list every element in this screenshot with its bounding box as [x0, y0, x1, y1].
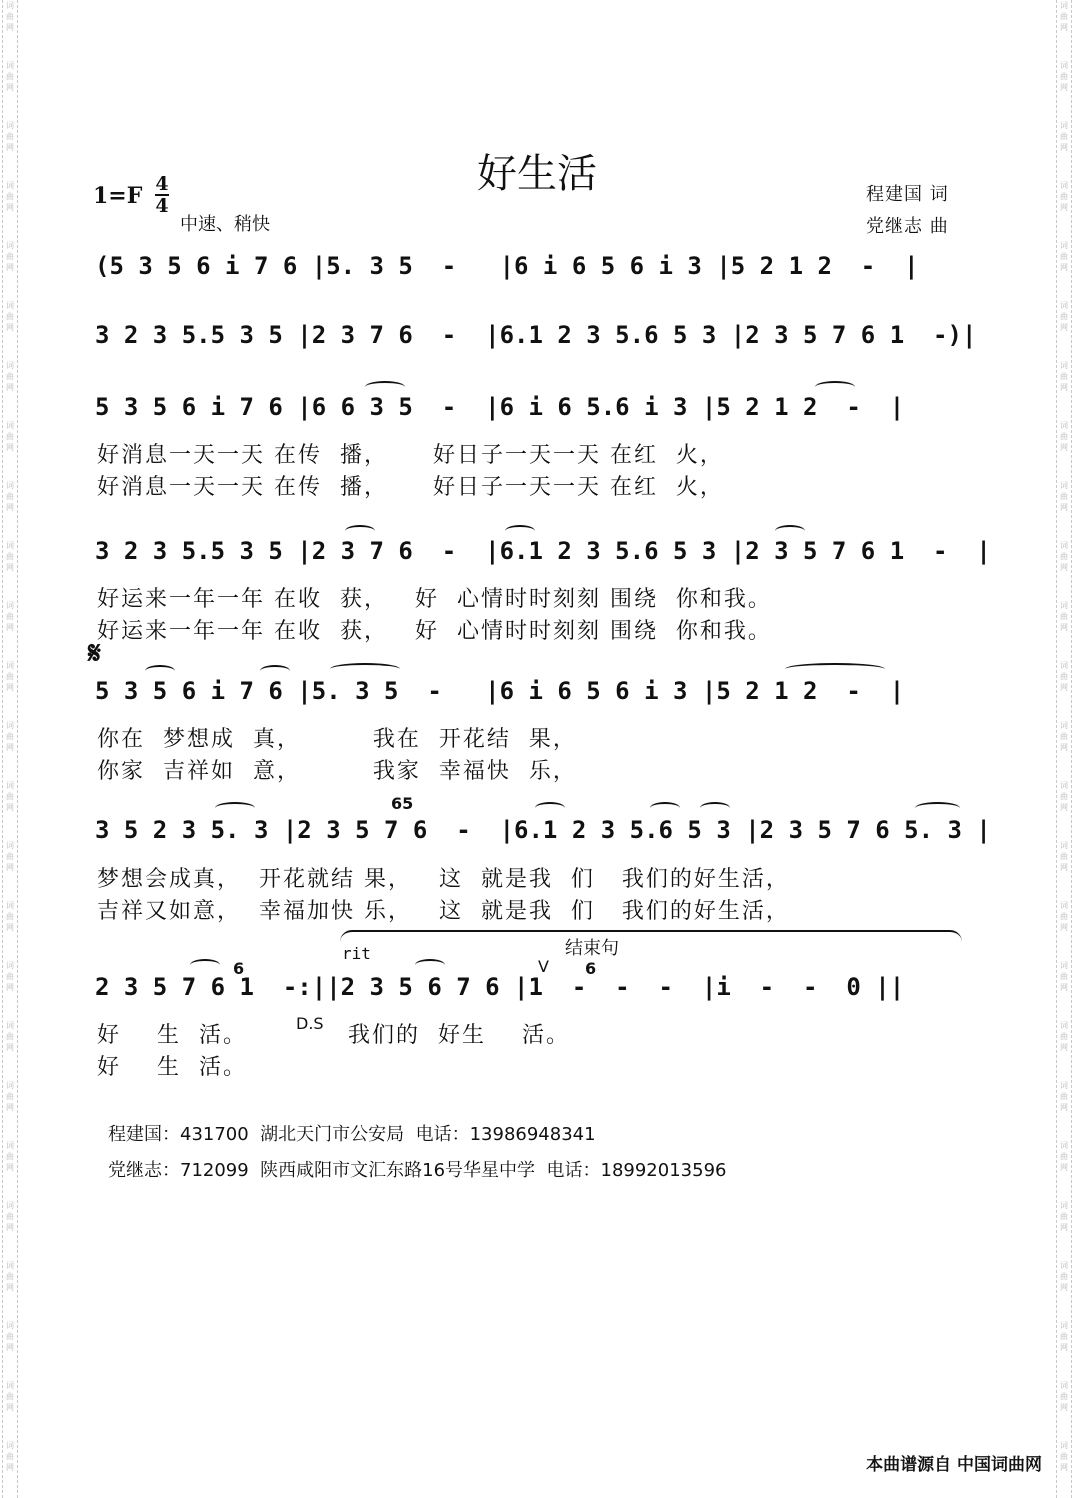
watermark-glyph: 曲 — [6, 852, 14, 861]
watermark-glyph: 词 — [1060, 121, 1068, 130]
watermark-glyph: 曲 — [1060, 1212, 1068, 1221]
watermark-glyph: 曲 — [6, 792, 14, 801]
watermark-glyph: 曲 — [1060, 432, 1068, 441]
watermark-glyph: 曲 — [6, 72, 14, 81]
ending-bracket — [340, 930, 962, 946]
watermark-glyph: 曲 — [6, 972, 14, 981]
watermark-glyph: 曲 — [6, 372, 14, 381]
notes: (5 3 5 6 i 7 6 |5. 3 5 - |6 i 6 5 6 i 3 |5 2 1 2 - | — [95, 252, 919, 280]
ds-marking: D.S — [296, 1014, 324, 1033]
left-watermark-strip — [2, 0, 18, 1498]
grace-note: 6 — [585, 959, 597, 978]
watermark-glyph: 曲 — [6, 12, 14, 21]
watermark-glyph: 词 — [1060, 721, 1068, 730]
watermark-glyph: 词 — [1060, 841, 1068, 850]
lyric-verse-1: 好消息一天一天 在传 播， 好日子一天一天 在红 火， — [97, 443, 724, 468]
watermark-glyph: 曲 — [6, 1212, 14, 1221]
watermark-glyph: 曲 — [1060, 852, 1068, 861]
watermark-glyph: 曲 — [6, 252, 14, 261]
watermark-glyph: 词 — [6, 1381, 14, 1390]
right-watermark-strip — [1056, 0, 1072, 1498]
watermark-glyph: 网 — [1060, 143, 1068, 152]
watermark-glyph: 网 — [6, 803, 14, 812]
watermark-glyph: 词 — [6, 961, 14, 970]
watermark-glyph: 词 — [6, 1, 14, 10]
watermark-glyph: 网 — [6, 1103, 14, 1112]
watermark-glyph: 网 — [6, 1223, 14, 1232]
watermark-glyph: 网 — [6, 323, 14, 332]
score-line-5 — [95, 669, 985, 713]
watermark-glyph: 网 — [1060, 203, 1068, 212]
time-top: 4 — [155, 173, 169, 195]
watermark-glyph: 网 — [6, 203, 14, 212]
watermark-glyph: 词 — [6, 121, 14, 130]
watermark-glyph: 网 — [1060, 803, 1068, 812]
watermark-glyph: 词 — [6, 1441, 14, 1450]
score-line-3 — [95, 385, 985, 429]
watermark-glyph: 网 — [6, 1463, 14, 1472]
watermark-glyph: 网 — [1060, 383, 1068, 392]
notes: 3 5 2 3 5. 3 |2 3 5 7 6 - |6.1 2 3 5.6 5 3 |2 3 5 7 6 5. 3 | — [95, 816, 991, 844]
watermark-glyph: 词 — [1060, 781, 1068, 790]
grace-note: 6 — [233, 959, 245, 978]
watermark-glyph: 曲 — [6, 1092, 14, 1101]
watermark-glyph: 曲 — [1060, 312, 1068, 321]
lyric-verse-1: 好 生 活。 — [97, 1023, 247, 1048]
watermark-glyph: 词 — [1060, 1201, 1068, 1210]
watermark-glyph: 网 — [6, 1283, 14, 1292]
watermark-glyph: 词 — [6, 241, 14, 250]
watermark-glyph: 网 — [6, 563, 14, 572]
watermark-glyph: 词 — [1060, 241, 1068, 250]
watermark-glyph: 词 — [6, 541, 14, 550]
ds-lyric: 我们的 好生 活。 — [348, 1023, 570, 1048]
watermark-glyph: 网 — [1060, 1463, 1068, 1472]
watermark-glyph: 词 — [6, 661, 14, 670]
watermark-glyph: 网 — [1060, 1283, 1068, 1292]
watermark-glyph: 网 — [1060, 683, 1068, 692]
watermark-glyph: 网 — [6, 443, 14, 452]
lyricist-credit: 程建国 词 — [866, 184, 949, 205]
watermark-glyph: 曲 — [1060, 72, 1068, 81]
rit-marking: rit — [342, 944, 371, 963]
lyric-verse-2: 好消息一天一天 在传 播， 好日子一天一天 在红 火， — [97, 475, 724, 500]
watermark-glyph: 词 — [1060, 901, 1068, 910]
watermark-glyph: 曲 — [1060, 492, 1068, 501]
score-line-4 — [95, 529, 991, 573]
watermark-glyph: 词 — [1060, 481, 1068, 490]
watermark-glyph: 词 — [6, 1021, 14, 1030]
contact-composer: 党继志：712099 陕西咸阳市文汇东路16号华星中学 电话：18992013596 — [108, 1160, 727, 1181]
watermark-glyph: 网 — [1060, 1223, 1068, 1232]
watermark-glyph: 词 — [1060, 181, 1068, 190]
watermark-glyph: 曲 — [1060, 612, 1068, 621]
contact-lyricist: 程建国：431700 湖北天门市公安局 电话：13986948341 — [108, 1124, 596, 1145]
watermark-glyph: 词 — [1060, 1261, 1068, 1270]
watermark-glyph: 网 — [6, 1343, 14, 1352]
watermark-glyph: 网 — [1060, 323, 1068, 332]
watermark-glyph: 词 — [6, 301, 14, 310]
time-signature — [155, 174, 169, 216]
watermark-glyph: 网 — [6, 1043, 14, 1052]
lyric-verse-2: 好运来一年一年 在收 获， 好 心情时时刻刻 围绕 你和我。 — [97, 619, 772, 644]
watermark-glyph: 词 — [6, 181, 14, 190]
score-line-7 — [95, 957, 985, 1009]
watermark-glyph: 词 — [6, 1261, 14, 1270]
watermark-glyph: 网 — [6, 83, 14, 92]
watermark-glyph: 网 — [1060, 743, 1068, 752]
watermark-glyph: 词 — [6, 901, 14, 910]
watermark-glyph: 网 — [1060, 923, 1068, 932]
watermark-glyph: 网 — [6, 1403, 14, 1412]
watermark-glyph: 词 — [6, 1141, 14, 1150]
watermark-glyph: 词 — [1060, 1081, 1068, 1090]
ending-label: 结束句 — [565, 938, 619, 959]
notes: 3 2 3 5.5 3 5 |2 3 7 6 - |6.1 2 3 5.6 5 3 |2 3 5 7 6 1 - | — [95, 537, 991, 565]
watermark-glyph: 曲 — [6, 732, 14, 741]
key-signature: 1=F — [93, 183, 143, 209]
watermark-glyph: 曲 — [6, 192, 14, 201]
watermark-glyph: 词 — [6, 781, 14, 790]
score-line-6 — [95, 794, 991, 852]
notes: 5 3 5 6 i 7 6 |5. 3 5 - |6 i 6 5 6 i 3 |5 2 1 2 - | — [95, 677, 905, 705]
watermark-glyph: 词 — [1060, 1321, 1068, 1330]
watermark-glyph: 网 — [1060, 983, 1068, 992]
watermark-glyph: 曲 — [6, 132, 14, 141]
watermark-glyph: 曲 — [1060, 1092, 1068, 1101]
breath-mark: V — [538, 957, 549, 976]
composer-credit: 党继志 曲 — [866, 216, 949, 237]
watermark-glyph: 词 — [1060, 61, 1068, 70]
watermark-glyph: 网 — [6, 863, 14, 872]
watermark-glyph: 曲 — [6, 552, 14, 561]
watermark-glyph: 网 — [1060, 83, 1068, 92]
notes: 5 3 5 6 i 7 6 |6 6 3 5 - |6 i 6 5.6 i 3 |5 2 1 2 - | — [95, 393, 905, 421]
watermark-glyph: 网 — [1060, 443, 1068, 452]
watermark-glyph: 网 — [6, 983, 14, 992]
watermark-glyph: 网 — [6, 263, 14, 272]
watermark-glyph: 词 — [1060, 301, 1068, 310]
watermark-glyph: 网 — [1060, 263, 1068, 272]
watermark-glyph: 网 — [1060, 623, 1068, 632]
grace-notes: 65 — [391, 794, 414, 813]
watermark-glyph: 网 — [1060, 503, 1068, 512]
watermark-glyph: 网 — [6, 23, 14, 32]
song-title: 好生活 — [477, 151, 597, 197]
lyric-verse-1: 梦想会成真， 开花就结 果， 这 就是我 们 我们的好生活， — [97, 867, 790, 892]
watermark-glyph: 曲 — [6, 1392, 14, 1401]
lyric-verse-2: 好 生 活。 — [97, 1055, 247, 1080]
watermark-glyph: 网 — [6, 923, 14, 932]
watermark-glyph: 曲 — [6, 1032, 14, 1041]
watermark-glyph: 曲 — [1060, 132, 1068, 141]
watermark-glyph: 曲 — [1060, 1032, 1068, 1041]
watermark-glyph: 词 — [6, 481, 14, 490]
watermark-glyph: 曲 — [6, 912, 14, 921]
watermark-glyph: 曲 — [1060, 912, 1068, 921]
segno-sign: 𝄋 — [88, 636, 101, 671]
score-line-2 — [95, 313, 985, 357]
watermark-glyph: 词 — [1060, 661, 1068, 670]
watermark-glyph: 词 — [1060, 1, 1068, 10]
lyric-verse-1: 好运来一年一年 在收 获， 好 心情时时刻刻 围绕 你和我。 — [97, 587, 772, 612]
watermark-glyph: 网 — [1060, 863, 1068, 872]
watermark-glyph: 曲 — [6, 1152, 14, 1161]
watermark-glyph: 曲 — [1060, 672, 1068, 681]
watermark-glyph: 词 — [6, 421, 14, 430]
watermark-glyph: 网 — [6, 623, 14, 632]
watermark-glyph: 网 — [6, 743, 14, 752]
watermark-glyph: 曲 — [6, 312, 14, 321]
watermark-glyph: 词 — [6, 721, 14, 730]
watermark-glyph: 曲 — [1060, 732, 1068, 741]
watermark-glyph: 词 — [1060, 1021, 1068, 1030]
watermark-glyph: 曲 — [6, 432, 14, 441]
watermark-glyph: 网 — [1060, 1343, 1068, 1352]
notes: 3 2 3 5.5 3 5 |2 3 7 6 - |6.1 2 3 5.6 5 3 |2 3 5 7 6 1 -)| — [95, 321, 977, 349]
watermark-glyph: 网 — [1060, 1403, 1068, 1412]
watermark-glyph: 网 — [6, 503, 14, 512]
tempo-marking: 中速、稍快 — [180, 214, 270, 235]
watermark-glyph: 曲 — [1060, 1392, 1068, 1401]
watermark-glyph: 词 — [6, 841, 14, 850]
watermark-glyph: 曲 — [6, 612, 14, 621]
watermark-glyph: 曲 — [6, 492, 14, 501]
watermark-glyph: 词 — [6, 1081, 14, 1090]
notes: 2 3 5 7 6 1 -:||2 3 5 6 7 6 |1 - - - |i - - 0 || — [95, 973, 905, 1001]
watermark-glyph: 词 — [1060, 961, 1068, 970]
lyric-verse-1: 你在 梦想成 真， 我在 开花结 果， — [97, 727, 577, 752]
watermark-glyph: 网 — [1060, 1103, 1068, 1112]
watermark-glyph: 词 — [6, 1201, 14, 1210]
watermark-glyph: 曲 — [1060, 1152, 1068, 1161]
time-bottom: 4 — [155, 195, 169, 217]
watermark-glyph: 曲 — [1060, 372, 1068, 381]
watermark-glyph: 词 — [1060, 601, 1068, 610]
watermark-glyph: 词 — [1060, 541, 1068, 550]
watermark-glyph: 网 — [1060, 1043, 1068, 1052]
watermark-glyph: 曲 — [1060, 972, 1068, 981]
watermark-glyph: 曲 — [1060, 192, 1068, 201]
watermark-glyph: 词 — [1060, 361, 1068, 370]
watermark-glyph: 词 — [6, 61, 14, 70]
watermark-glyph: 曲 — [1060, 12, 1068, 21]
source-credit: 本曲谱源自 中国词曲网 — [866, 1455, 1042, 1475]
lyric-verse-2: 你家 吉祥如 意， 我家 幸福快 乐， — [97, 759, 577, 784]
watermark-glyph: 网 — [1060, 1163, 1068, 1172]
watermark-glyph: 词 — [1060, 1441, 1068, 1450]
watermark-glyph: 词 — [1060, 421, 1068, 430]
watermark-glyph: 词 — [6, 601, 14, 610]
watermark-glyph: 曲 — [1060, 792, 1068, 801]
watermark-glyph: 曲 — [1060, 1452, 1068, 1461]
watermark-glyph: 网 — [6, 383, 14, 392]
watermark-glyph: 曲 — [1060, 1332, 1068, 1341]
watermark-glyph: 词 — [6, 1321, 14, 1330]
watermark-glyph: 网 — [1060, 563, 1068, 572]
score-line-1 — [95, 244, 985, 288]
watermark-glyph: 曲 — [6, 1452, 14, 1461]
watermark-glyph: 网 — [6, 143, 14, 152]
watermark-glyph: 曲 — [6, 672, 14, 681]
watermark-glyph: 曲 — [1060, 552, 1068, 561]
watermark-glyph: 词 — [1060, 1381, 1068, 1390]
watermark-glyph: 曲 — [1060, 252, 1068, 261]
watermark-glyph: 曲 — [1060, 1272, 1068, 1281]
watermark-glyph: 网 — [1060, 23, 1068, 32]
watermark-glyph: 词 — [6, 361, 14, 370]
lyric-verse-2: 吉祥又如意， 幸福加快 乐， 这 就是我 们 我们的好生活， — [97, 899, 790, 924]
watermark-glyph: 曲 — [6, 1332, 14, 1341]
watermark-glyph: 网 — [6, 683, 14, 692]
watermark-glyph: 词 — [1060, 1141, 1068, 1150]
watermark-glyph: 网 — [6, 1163, 14, 1172]
watermark-glyph: 曲 — [6, 1272, 14, 1281]
